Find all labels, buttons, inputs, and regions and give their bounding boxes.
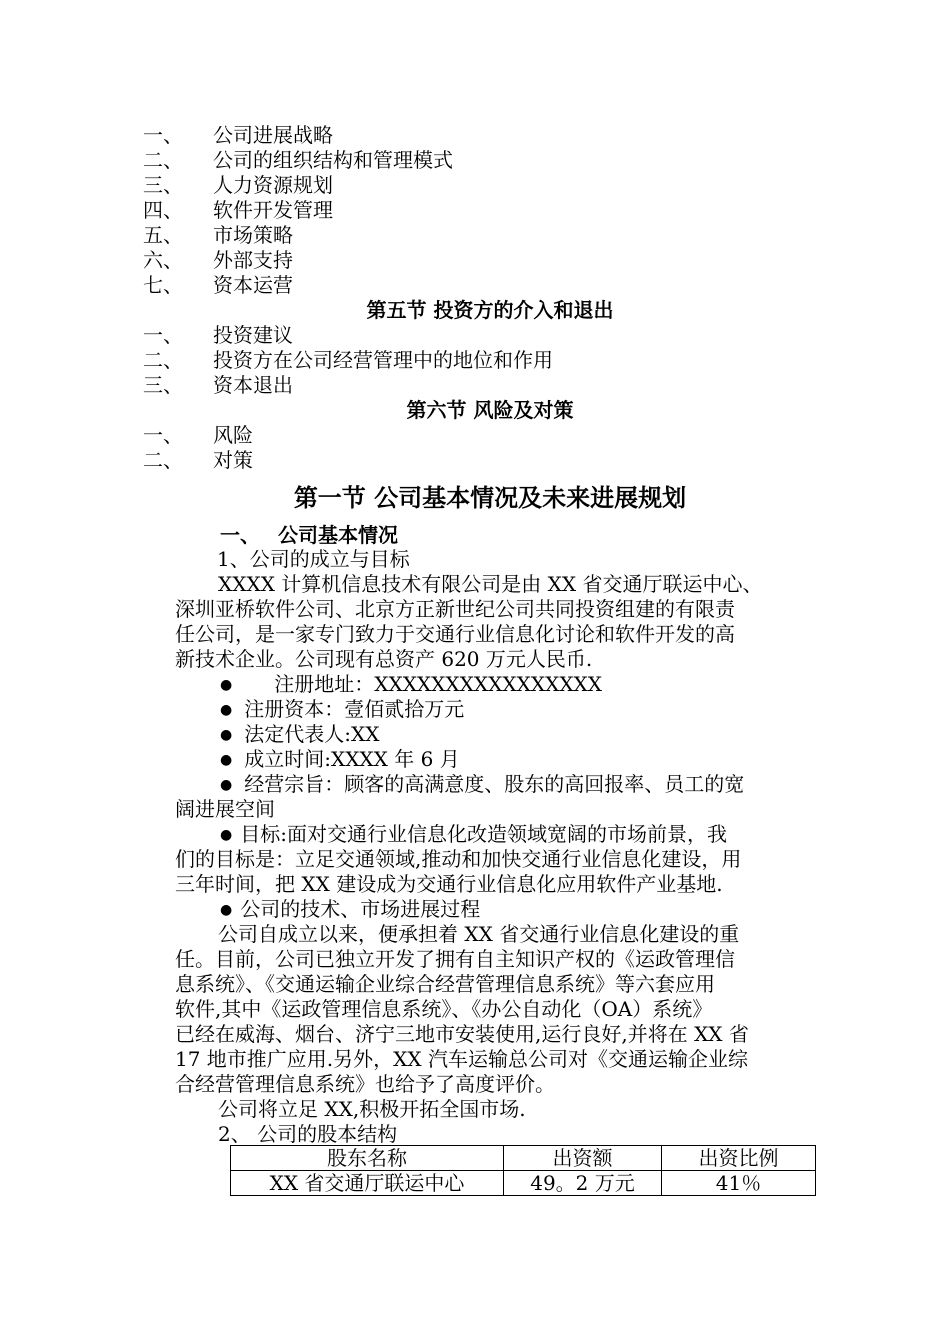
toc-item: 一、 公司进展战略 [143,123,333,147]
heading-company-overview: 一、 公司基本情况 [220,523,398,547]
section5-heading: 第五节 投资方的介入和退出 [366,298,614,322]
toc-item: 五、 市场策略 [143,223,293,247]
share-structure-table [230,1145,816,1196]
bullet-icon: ● [220,727,233,743]
table-header-cell: 股东名称 [231,1146,504,1171]
table-cell: XX 省交通厅联运中心 [231,1171,504,1196]
toc-item: 三、 资本退出 [143,373,293,397]
toc-item: 三、 人力资源规划 [143,173,333,197]
toc-item: 二、 对策 [143,448,253,472]
bullet-icon: ● [220,677,233,693]
table-header-cell: 出资额 [504,1146,662,1171]
toc-item: 一、 风险 [143,423,253,447]
toc-item: 二、 投资方在公司经营管理中的地位和作用 [143,348,553,372]
toc-item: 二、 公司的组织结构和管理模式 [143,148,453,172]
toc-item: 一、 投资建议 [143,323,293,347]
toc-item: 六、 外部支持 [143,248,293,272]
toc-item: 四、 软件开发管理 [143,198,333,222]
bullet-icon: ● [220,777,233,793]
history-paragraph: 公司自成立以来，便承担着 XX 省交通行业信息化建设的重 任。目前，公司已独立开发了拥有自主知识产权的《运政管理信 息系统》、《交通运输企业综合经营管理信息系统》等六套应用 软件,其中《运政管理信息系统》、《办公自动化（OA）系统》 已经在威海、烟台、济宁三地市安装使用,运行良好,并将在 XX 省 17 地市推广应用.另外，XX 汽车运输总公司对《交通运输企业综 合经营管理信息系统》也给予了高度评价。 [175,922,749,1096]
bullet-icon: ● [220,752,233,768]
market-expansion-line: 公司将立足 XX,积极开拓全国市场. [218,1097,526,1121]
goal-line: 们的目标是：立足交通领域,推动和加快交通行业信息化建设，用 [175,847,742,871]
bullet-item-goal: ● 目标:面对交通行业信息化改造领域宽阔的市场前景，我 [220,822,727,846]
subheading-founding: 1、公司的成立与目标 [217,547,410,571]
bullet-item: ● 经营宗旨：顾客的高满意度、股东的高回报率、员工的宽 [220,772,745,796]
section6-heading: 第六节 风险及对策 [406,398,574,422]
table-cell: 41％ [662,1171,816,1196]
bullet-icon: ● [220,702,233,718]
bullet-continuation: 阔进展空间 [175,797,275,821]
table-header-row [231,1146,816,1171]
table-cell: 49。2 万元 [504,1171,662,1196]
intro-paragraph: XXXX 计算机信息技术有限公司是由 XX 省交通厅联运中心、 深圳亚桥软件公司、北京方正新世纪公司共同投资组建的有限责 任公司，是一家专门致力于交通行业信息化讨论和软件开发的高 新技术企业。公司现有总资产 620 万元人民币. [175,572,763,671]
chapter-title: 第一节 公司基本情况及未来进展规划 [293,483,687,512]
bullet-item: ● 注册地址：XXXXXXXXXXXXXXXX [220,672,603,696]
toc-item: 七、 资本运营 [143,273,293,297]
bullet-item: ● 注册资本：壹佰贰拾万元 [220,697,465,721]
subheading-share-structure: 2、 公司的股本结构 [218,1122,398,1146]
bullet-icon: ● [220,827,233,843]
bullet-icon: ● [220,902,233,918]
goal-line: 三年时间，把 XX 建设成为交通行业信息化应用软件产业基地. [175,872,723,896]
table-row [231,1171,816,1196]
bullet-item: ● 法定代表人:XX [220,722,380,746]
bullet-item-tech: ● 公司的技术、市场进展过程 [220,897,481,921]
bullet-item: ● 成立时间:XXXX 年 6 月 [220,747,460,771]
table-header-cell: 出资比例 [662,1146,816,1171]
